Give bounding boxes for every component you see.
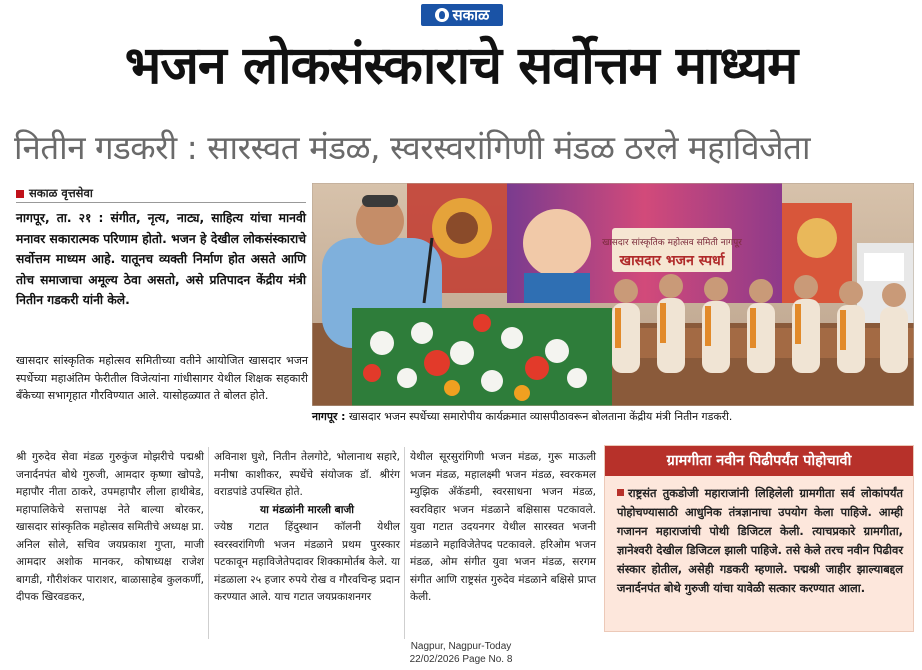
column-2-top-text: अविनाश घुशे, नितीन तेलगोटे, भोलानाथ सहारे, मनीषा काशीकर, स्पर्धेचे संयोजक डॉ. श्रीरंग वराडपांडे उपस्थित होते. xyxy=(214,451,400,498)
subheadline: नितीन गडकरी : सारस्वत मंडळ, स्वरस्वरांगिणी मंडळ ठरले महाविजेता xyxy=(14,128,810,167)
column-divider xyxy=(208,447,209,639)
intro-paragraph: खासदार सांस्कृतिक महोत्सव समितीच्या वतीने आयोजित खासदार भजन स्पर्धेच्या महाअंतिम फेरीतील विजेत्यांना गांधीसागर येथील शिक्षक सहकारी बँकेच्या सभागृहात गौरविण्यात आले. यासोहळ्यात ते बोलत होते. xyxy=(16,354,308,402)
column-2-bottom-text: ज्येष्ठ गटात हिंदुस्थान कॉलनी येथील स्वरस्वरांगिणी भजन मंडळाने प्रथम पुरस्कार पटकावून महाविजेतेपदावर शिक्कामोर्तब केले. या मंडळाला २५ हजार रुपये रोख व गौरवचिन्ह प्रदान करण्यात आले. याच गटात जयप्रकाशनगर xyxy=(214,521,400,603)
article-column-1: श्री गुरुदेव सेवा मंडळ गुरुकुंज मोझरीचे पद्मश्री जनार्दनपंत बोथे गुरुजी, आमदार कृष्णा खोपडे, महापौर नीता ठाकरे, उपमहापौर लीला हाथीबेड, महापालिकेचे सत्तापक्ष नेते बाल्या बोरकर, खासदार सांस्कृतिक महोत्सव समितीचे अध्यक्ष प्रा. अनिल सोले, सचिव जयप्रकाश गुप्ता, माजी आमदार अशोक मानकर, कोषाध्यक्ष राजेश बागडी, गौरीशंकर पाराशर, बाळासाहेब कुलकर्णी, दीपक खिरवडकर, xyxy=(16,451,204,603)
sidebar-box xyxy=(604,445,914,632)
byline xyxy=(16,186,93,201)
sidebar-box-text: राष्ट्रसंत तुकडोजी महाराजांनी लिहिलेली ग्रामगीता सर्व लोकांपर्यंत पोहोचण्यासाठी आधुनिक तंत्रज्ञानाचा उपयोग केला पाहिजे. आम्ही गजानन महाराजांची पोथी डिजिटल केली. त्याचप्रकारे ग्रामगीता, ज्ञानेश्वरी देखील डिजिटल झाली पाहिजे. तसे केले तरच नवीन पिढीवर संस्कार होतील, असेही गडकरी म्हणाले. पद्मश्री जाहीर झाल्याबद्दल जनार्दनपंत बोथे गुरुजी यांचा यावेळी सत्कार करण्यात आला. xyxy=(617,486,903,595)
byline-square-icon xyxy=(16,190,24,198)
event-photo xyxy=(312,183,914,406)
byline-divider xyxy=(16,202,306,203)
article-column-3: येथील सूरसुरांगिणी भजन मंडळ, गुरू माऊली भजन मंडळ, महालक्ष्मी भजन मंडळ, स्वरकमल म्युझिक अँकॅडमी, स्वरसाधना भजन मंडळ, स्वरविहार भजन मंडळाने बक्षिसास पटकावले. युवा गटात उदयनगर येथील सारस्वत भजनी मंडळाने महाविजेतेपद पटकावले. हरिओम भजन मंडळ, ओम संगीत युवा भजन मंडळ, सरगम संगीत आणि राष्ट्रसंत गुरुदेव मंडळाने बक्षिसे प्राप्त केली. xyxy=(410,451,596,603)
banner-small-text: खासदार सांस्कृतिक महोत्सव समिती नागपूर xyxy=(602,238,742,248)
photo-caption xyxy=(312,410,912,424)
headline: भजन लोकसंस्काराचे सर्वोत्तम माध्यम xyxy=(124,36,798,96)
page-footer xyxy=(0,641,922,666)
column-2-subtitle: या मंडळांनी मारली बाजी xyxy=(259,503,355,516)
caption-place: नागपूर : xyxy=(312,410,346,423)
sakal-emblem-icon xyxy=(435,8,449,22)
footer-date-page: 22/02/2026 Page No. 8 xyxy=(409,653,513,665)
byline-text: सकाळ वृत्तसेवा xyxy=(29,186,93,200)
event-photo-illustration xyxy=(312,183,914,406)
footer-edition: Nagpur, Nagpur-Today xyxy=(410,641,512,652)
sidebar-box-body xyxy=(605,476,913,598)
sidebar-box-title: ग्रामगीता नवीन पिढीपर्यंत पोहोचावी xyxy=(605,446,913,476)
box-square-icon xyxy=(617,489,624,496)
banner-title-text: खासदार भजन स्पर्धा xyxy=(619,253,725,269)
article-column-2 xyxy=(214,449,400,607)
masthead-logo-text: सकाळ xyxy=(452,5,490,24)
caption-text: खासदार भजन स्पर्धेच्या समारोपीय कार्यक्रमात व्यासपीठावरून बोलताना केंद्रीय मंत्री नितीन गडकरी. xyxy=(348,410,733,423)
masthead-logo xyxy=(421,4,503,26)
lead-paragraph: नागपूर, ता. २१ : संगीत, नृत्य, नाट्य, साहित्य यांचा मानवी मनावर सकारात्मक परिणाम होतो. भजन हे देखील लोकसंस्काराचे सर्वोत्तम माध्यम आहे. यातूनच व्यक्ती निर्माण होत असते आणि तोच समाजाचा अमूल्य ठेवा असतो, असे प्रतिपादन केंद्रीय मंत्री नितीन गडकरी यांनी केले. xyxy=(16,211,306,307)
column-divider xyxy=(404,447,405,639)
